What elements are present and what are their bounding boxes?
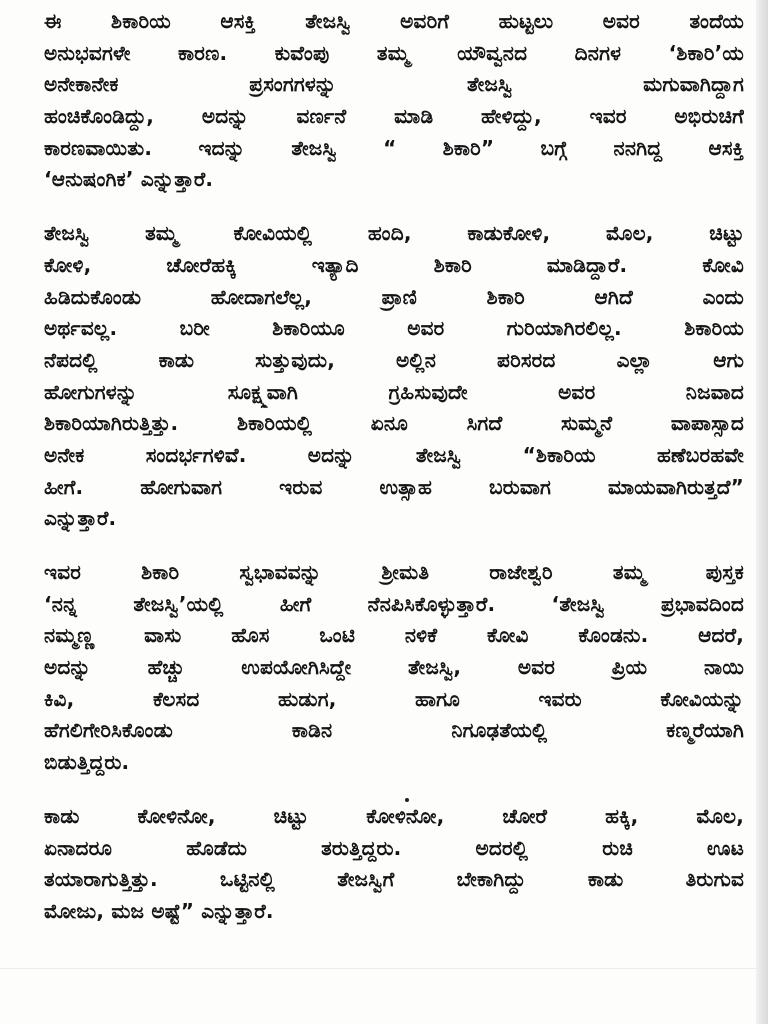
text-line: ‘ಆನುಷಂಗಿಕ’ ಎನ್ನುತ್ತಾರೆ. [44,167,214,192]
text-line: ಇವರ ಶಿಕಾರಿ ಸ್ವಭಾವವನ್ನು ಶ್ರೀಮತಿ ರಾಜೇಶ್ವರಿ ತಮ್ಮ ಪುಸ್ತಕ [44,560,744,584]
body-text [44,6,744,950]
text-line: ಅದನ್ನು ಹೆಚ್ಚು ಉಪಯೋಗಿಸಿದ್ದೇ ತೇಜಸ್ವಿ, ಅವರ ಪ್ರಿಯ ನಾಯಿ [44,655,744,680]
paragraph-4 [44,801,744,928]
page-bottom-edge [0,968,768,969]
text-line: ಈ ಶಿಕಾರಿಯ ಆಸಕ್ತಿ ತೇಜಸ್ವಿ ಅವರಿಗೆ ಹುಟ್ಟಲು ಅವರ ತಂದೆಯ [44,9,744,33]
text-line: ಏನಾದರೂ ಹೊಡೆದು ತರುತ್ತಿದ್ದರು. ಅದರಲ್ಲಿ ರುಚಿ ಊಟ [44,835,744,860]
text-line: ‘ನನ್ನ ತೇಜಸ್ವಿ’ಯಲ್ಲಿ ಹೀಗೆ ನೆನಪಿಸಿಕೊಳ್ಳುತ್ತಾರೆ. ‘ತೇಜಸ್ವಿ ಪ್ರಭಾವದಿಂದ [44,591,744,616]
text-line: ನಮ್ಮಣ್ಣ ವಾಸು ಹೊಸ ಒಂಟಿ ನಳಿಕೆ ಕೋವಿ ಕೊಂಡನು. ಆದರೆ, [44,623,744,648]
text-line: ಹೆಗಲಿಗೇರಿಸಿಕೊಂಡು ಕಾಡಿನ ನಿಗೂಢತೆಯಲ್ಲಿ ಕಣ್ಮರೆಯಾಗಿ [44,718,744,743]
text-line: ಕಿವಿ, ಕೆಲಸದ ಹುಡುಗ, ಹಾಗೂ ಇವರು ಕೋವಿಯನ್ನು [44,686,744,711]
text-line: ಹೀಗೆ. ಹೋಗುವಾಗ ಇರುವ ಉತ್ಸಾಹ ಬರುವಾಗ ಮಾಯವಾಗಿರುತ್ತದೆ” [44,474,744,499]
text-line: ಕೋಳಿ, ಚೋರೆಹಕ್ಕಿ ಇತ್ಯಾದಿ ಶಿಕಾರಿ ಮಾಡಿದ್ದಾರೆ. ಕೋವಿ [44,252,744,277]
paragraph-1 [44,6,744,196]
text-line: ನೆಪದಲ್ಲಿ ಕಾಡು ಸುತ್ತುವುದು, ಅಲ್ಲಿನ ಪರಿಸರದ ಎಲ್ಲಾ ಆಗು [44,347,744,372]
text-line: ಶಿಕಾರಿಯಾಗಿರುತ್ತಿತ್ತು. ಶಿಕಾರಿಯಲ್ಲಿ ಏನೂ ಸಿಗದೆ ಸುಮ್ಮನೆ ವಾಪಾಸ್ಸಾದ [44,411,744,436]
text-line: ಹಂಚಿಕೊಂಡಿದ್ದು, ಅದನ್ನು ವರ್ಣನೆ ಮಾಡಿ ಹೇಳಿದ್ದು, ಇವರ ಅಭಿರುಚಿಗೆ [44,104,744,129]
text-line: ಕಾರಣವಾಯಿತು. ಇದನ್ನು ತೇಜಸ್ವಿ “ ಶಿಕಾರಿ” ಬಗ್ಗೆ ನನಗಿದ್ದ ಆಸಕ್ತಿ [44,135,744,160]
text-line: ಅನೇಕಾನೇಕ ಪ್ರಸಂಗಗಳನ್ನು ತೇಜಸ್ವಿ ಮಗುವಾಗಿದ್ದಾಗ [44,72,744,97]
text-line: ಮೋಜು, ಮಜ ಅಷ್ಟೆ” ಎನ್ನುತ್ತಾರೆ. [44,898,274,923]
text-line: ತೇಜಸ್ವಿ ತಮ್ಮ ಕೋವಿಯಲ್ಲಿ ಹಂದಿ, ಕಾಡುಕೋಳಿ, ಮೊಲ, ಚಿಟ್ಟು [44,221,744,246]
text-line: ಅರ್ಥವಲ್ಲ. ಬರೀ ಶಿಕಾರಿಯೂ ಅವರ ಗುರಿಯಾಗಿರಲಿಲ್ಲ. ಶಿಕಾರಿಯ [44,316,744,341]
text-line: ಕಾಡು ಕೋಳಿನೋ, ಚಿಟ್ಟು ಕೋಳಿನೋ, ಚೋರೆ ಹಕ್ಕಿ, ಮೊಲ, [44,803,744,828]
paragraph-2 [44,218,744,535]
text-line: ಬಿಡುತ್ತಿದ್ದರು. [44,750,130,775]
text-line: ಅನೇಕ ಸಂದರ್ಭಗಳಿವೆ. ಅದನ್ನು ತೇಜಸ್ವಿ “ಶಿಕಾರಿಯ ಹಣೆಬರಹವೇ [44,442,744,467]
text-line: ಹಿಡಿದುಕೊಂಡು ಹೋದಾಗಲೆಲ್ಲ, ಪ್ರಾಣಿ ಶಿಕಾರಿ ಆಗಿದೆ ಎಂದು [44,284,744,309]
paragraph-3 [44,557,744,779]
text-line: ಅನುಭವಗಳೇ ಕಾರಣ. ಕುವೆಂಪು ತಮ್ಮ ಯೌವ್ವನದ ದಿನಗಳ ‘ಶಿಕಾರಿ’ಯ [44,40,744,65]
text-line: ಎನ್ನುತ್ತಾರೆ. [44,506,117,531]
scan-speck [405,798,409,802]
text-line: ಹೋಗುಗಳನ್ನು ಸೂಕ್ಷ್ಮವಾಗಿ ಗ್ರಹಿಸುವುದೇ ಅವರ ನಿಜವಾದ [44,379,744,404]
text-line: ತಯಾರಾಗುತ್ತಿತ್ತು. ಒಟ್ಟಿನಲ್ಲಿ ತೇಜಸ್ವಿಗೆ ಬೇಕಾಗಿದ್ದು ಕಾಡು ತಿರುಗುವ [44,867,744,892]
